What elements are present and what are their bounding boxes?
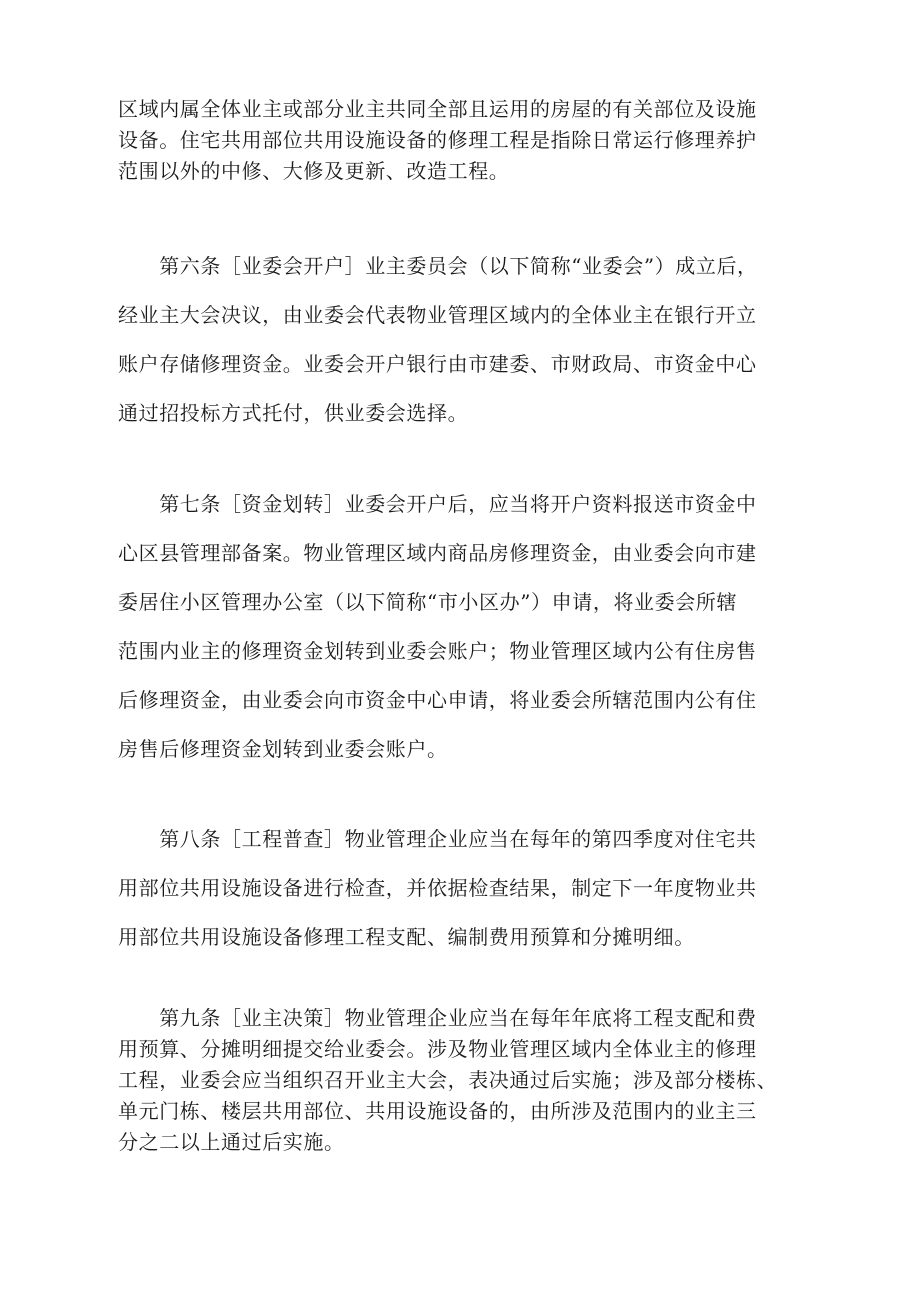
text-line: 设备。住宅共用部位共用设施设备的修理工程是指除日常运行修理养护 xyxy=(118,128,757,152)
paragraph-article-8 xyxy=(118,815,812,962)
paragraph-facilities-definition xyxy=(118,94,812,187)
paragraph-article-9 xyxy=(118,1003,812,1158)
text-line: 经业主大会决议，由业委会代表物业管理区域内的全体业主在银行开立 xyxy=(118,303,757,327)
text-line: 委居住小区管理办公室（以下简称“市小区办”）申请，将业委会所辖 xyxy=(118,590,738,614)
text-line: 第九条［业主决策］物业管理企业应当在每年年底将工程支配和费 xyxy=(118,1006,757,1030)
text-line: 房售后修理资金划转到业委会账户。 xyxy=(118,737,448,761)
text-line: 后修理资金，由业委会向市资金中心申请，将业委会所辖范围内公有住 xyxy=(118,688,757,712)
text-line: 第七条［资金划转］业委会开户后，应当将开户资料报送市资金中 xyxy=(118,492,757,516)
text-line: 第八条［工程普查］物业管理企业应当在每年的第四季度对住宅共 xyxy=(118,827,757,851)
paragraph-article-6 xyxy=(118,242,812,438)
text-line: 第六条［业委会开户］业主委员会（以下简称“业委会”）成立后， xyxy=(118,254,758,278)
text-line: 账户存储修理资金。业委会开户银行由市建委、市财政局、市资金中心 xyxy=(118,352,757,376)
text-line: 用部位共用设施设备进行检查，并依据检查结果，制定下一年度物业共 xyxy=(118,876,757,900)
text-line: 用预算、分摊明细提交给业委会。涉及物业管理区域内全体业主的修理 xyxy=(118,1037,757,1061)
text-line: 分之二以上通过后实施。 xyxy=(118,1130,345,1154)
text-line: 通过招投标方式托付，供业委会选择。 xyxy=(118,401,469,425)
text-line: 范围以外的中修、大修及更新、改造工程。 xyxy=(118,159,510,183)
text-line: 用部位共用设施设备修理工程支配、编制费用预算和分摊明细。 xyxy=(118,925,695,949)
text-line: 范围内业主的修理资金划转到业委会账户；物业管理区域内公有住房售 xyxy=(118,639,757,663)
text-line: 心区县管理部备案。物业管理区域内商品房修理资金，由业委会向市建 xyxy=(118,541,757,565)
text-line: 工程，业委会应当组织召开业主大会，表决通过后实施；涉及部分楼栋、 xyxy=(118,1068,778,1092)
paragraph-article-7 xyxy=(118,480,812,774)
text-line: 区域内属全体业主或部分业主共同全部且运用的房屋的有关部位及设施 xyxy=(118,97,757,121)
text-line: 单元门栋、楼层共用部位、共用设施设备的，由所涉及范围内的业主三 xyxy=(118,1099,757,1123)
